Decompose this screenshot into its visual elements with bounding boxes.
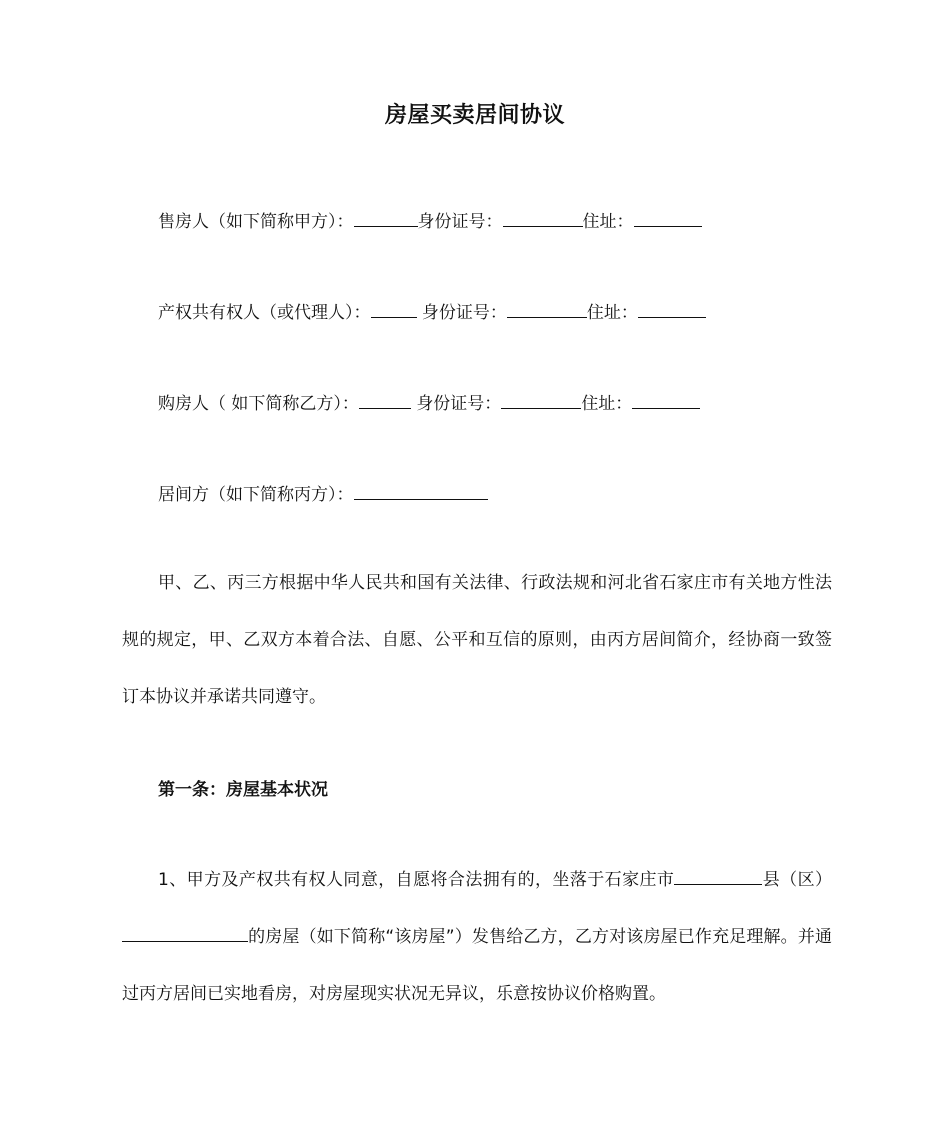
seller-address-label: 住址： [582,212,634,232]
buyer-id-blank [501,390,581,409]
clause1-paragraph [122,852,832,1023]
seller-id-label: 身份证号： [417,212,503,232]
co-owner-label: 产权共有权人（或代理人）： [158,303,371,323]
seller-name-blank [354,208,418,227]
buyer-line [158,390,700,416]
buyer-label: 购房人（ 如下简称乙方）： [158,394,359,414]
co-owner-address-label: 住址： [586,303,638,323]
clause1-text-part2: 县（区） [762,870,832,890]
seller-label: 售房人（如下简称甲方）： [158,212,354,232]
article1-heading: 第一条：房屋基本状况 [158,780,328,800]
seller-address-blank [634,208,702,227]
preamble-paragraph: 甲、乙、丙三方根据中华人民共和国有关法律、行政法规和河北省石家庄市有关地方性法规的规定，甲、乙双方本着合法、自愿、公平和互信的原则，由丙方居间简介，经协商一致签订本协议并承诺共同遵守。 [122,573,832,707]
buyer-address-label: 住址： [581,394,633,414]
seller-id-blank [503,208,583,227]
intermediary-name-blank [354,481,488,500]
co-owner-id-blank [507,299,587,318]
clause1-text-part1: 1、甲方及产权共有权人同意，自愿将合法拥有的，坐落于石家庄市 [158,870,675,890]
clause1-county-blank [674,866,762,885]
co-owner-line [158,299,706,325]
clause1-text-part3: 的房屋（如下简称“该房屋”）发售给乙方，乙方对该房屋已作充足理解。并通过丙方居间已实地看房，对房屋现实状况无异议，乐意按协议价格购置。 [122,927,832,1004]
co-owner-name-blank [371,299,417,318]
buyer-name-blank [359,390,411,409]
intermediary-line [158,481,488,507]
seller-line [158,208,702,234]
clause1-address-blank [122,923,248,942]
co-owner-address-blank [638,299,706,318]
intermediary-label: 居间方（如下简称丙方）： [158,485,354,505]
buyer-id-label: 身份证号： [416,394,502,414]
co-owner-id-label: 身份证号： [421,303,507,323]
document-title: 房屋买卖居间协议 [384,103,565,128]
buyer-address-blank [632,390,700,409]
